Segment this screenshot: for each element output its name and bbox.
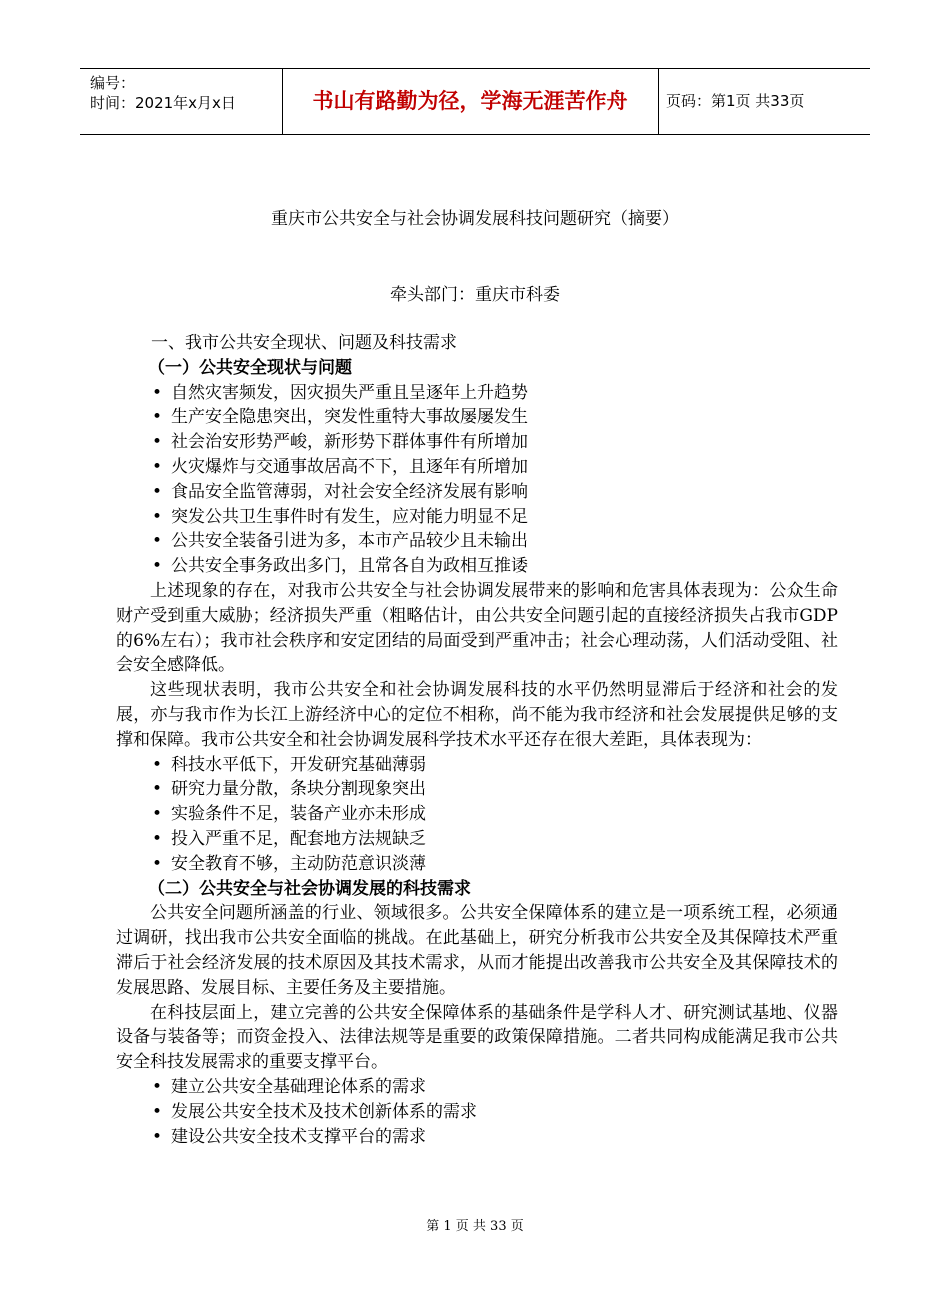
- list-item: • 火灾爆炸与交通事故居高不下，且逐年有所增加: [116, 455, 838, 480]
- list-item: • 建立公共安全基础理论体系的需求: [116, 1075, 838, 1100]
- time-label: 时间：2021年x月x日: [90, 94, 236, 112]
- page-footer: 第 1 页 共 33 页: [426, 1219, 524, 1234]
- list-item: • 公共安全事务政出多门，且常各自为政相互推诿: [116, 554, 838, 579]
- list-item: • 科技水平低下，开发研究基础薄弱: [116, 753, 838, 778]
- header-meta: [90, 73, 236, 113]
- header-motto: 书山有路勤为径，学海无涯苦作舟: [312, 89, 628, 113]
- list-item: • 建设公共安全技术支撑平台的需求: [116, 1125, 838, 1150]
- list-item: • 自然灾害频发，因灾损失严重且呈逐年上升趋势: [116, 381, 838, 406]
- header-page-info: 页码：第1页 共33页: [666, 92, 805, 110]
- document-title: 重庆市公共安全与社会协调发展科技问题研究（摘要）: [271, 209, 679, 229]
- number-label: 编号：: [90, 74, 136, 92]
- document-header: [80, 68, 870, 135]
- list-item: • 社会治安形势严峻，新形势下群体事件有所增加: [116, 430, 838, 455]
- list-item: • 生产安全隐患突出，突发性重特大事故屡屡发生: [116, 405, 838, 430]
- header-divider: [658, 69, 659, 134]
- list-item: • 投入严重不足，配套地方法规缺乏: [116, 827, 838, 852]
- list-item: • 突发公共卫生事件时有发生，应对能力明显不足: [116, 505, 838, 530]
- paragraph: 公共安全问题所涵盖的行业、领域很多。公共安全保障体系的建立是一项系统工程，必须通过调研，找出我市公共安全面临的挑战。在此基础上，研究分析我市公共安全及其保障技术严重滞后于社会经济发展的技术原因及其技术需求，从而才能提出改善我市公共安全及其保障技术的发展思路、发展目标、主要任务及主要措施。: [116, 903, 838, 998]
- list-item: • 研究力量分散，条块分割现象突出: [116, 777, 838, 802]
- subsection-heading: （二）公共安全与社会协调发展的科技需求: [148, 878, 471, 899]
- list-item: • 发展公共安全技术及技术创新体系的需求: [116, 1100, 838, 1125]
- section-heading: 一、我市公共安全现状、问题及科技需求: [151, 333, 457, 353]
- list-item: • 实验条件不足，装备产业亦未形成: [116, 802, 838, 827]
- list-item: • 食品安全监管薄弱，对社会安全经济发展有影响: [116, 480, 838, 505]
- list-item: • 公共安全装备引进为多，本市产品较少且未输出: [116, 529, 838, 554]
- paragraph: 这些现状表明，我市公共安全和社会协调发展科技的水平仍然明显滞后于经济和社会的发展，亦与我市作为长江上游经济中心的定位不相称，尚不能为我市经济和社会发展提供足够的支撑和保障。我市公共安全和社会协调发展科学技术水平还存在很大差距，具体表现为：: [116, 680, 838, 750]
- paragraph: 在科技层面上，建立完善的公共安全保障体系的基础条件是学科人才、研究测试基地、仪器设备与装备等；而资金投入、法律法规等是重要的政策保障措施。二者共同构成能满足我市公共安全科技发展需求的重要支撑平台。: [116, 1002, 838, 1073]
- subsection-heading: （一）公共安全现状与问题: [148, 357, 352, 378]
- paragraph: 上述现象的存在，对我市公共安全与社会协调发展带来的影响和危害具体表现为：公众生命财产受到重大威胁；经济损失严重（粗略估计，由公共安全问题引起的直接经济损失占我市GDP的6%左右）；我市社会秩序和安定团结的局面受到严重冲击；社会心理动荡，人们活动受阻、社会安全感降低。: [116, 580, 838, 676]
- document-body: [116, 331, 838, 1149]
- list-item: • 安全教育不够，主动防范意识淡薄: [116, 852, 838, 877]
- lead-department: 牵头部门：重庆市科委: [390, 285, 560, 305]
